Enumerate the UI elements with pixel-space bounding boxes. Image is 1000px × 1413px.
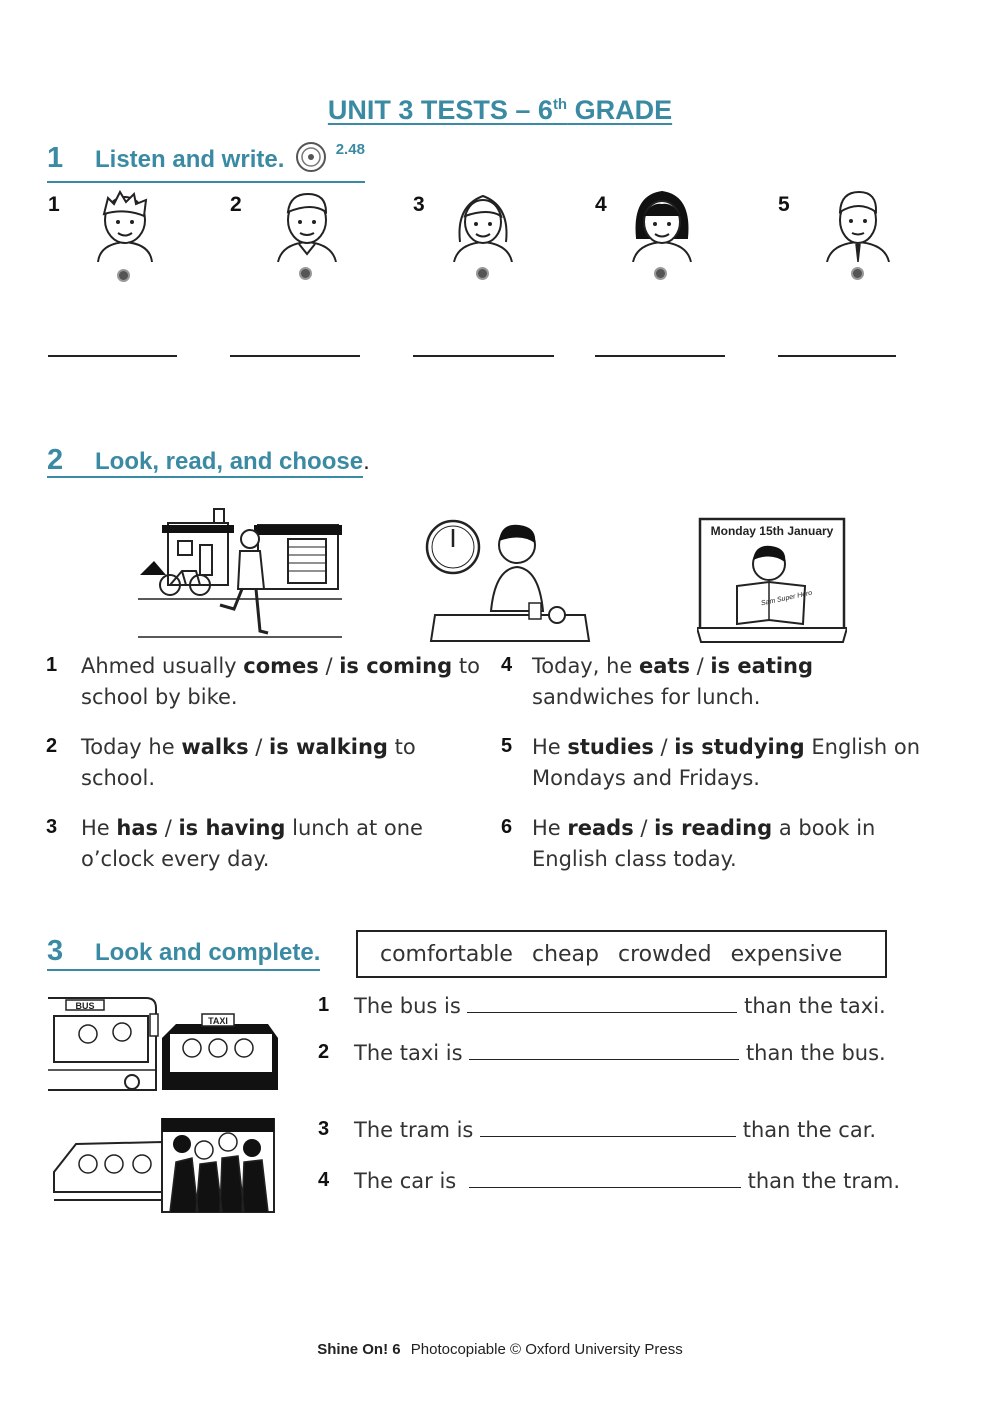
cd-icon <box>295 141 329 180</box>
footer-brand: Shine On! 6 <box>317 1341 401 1358</box>
item-number: 5 <box>501 735 513 757</box>
boy-eating-lunch-with-clock-illustration <box>425 517 593 643</box>
board-date-text: Monday 15th January <box>710 524 834 538</box>
page-title: UNIT 3 TESTS – 6th GRADE <box>327 95 673 125</box>
word-bank-item: expensive <box>730 941 843 967</box>
choice-option[interactable]: has <box>116 816 159 840</box>
book-cover-text: Sam Super Hero <box>760 589 813 608</box>
match-dot[interactable] <box>476 267 489 280</box>
section-3-heading: 3 Look and complete. <box>47 935 320 971</box>
choice-option[interactable]: is eating <box>710 654 814 678</box>
section-2-heading: 2 Look, read, and choose. <box>47 444 370 476</box>
item-number: 1 <box>318 994 330 1016</box>
fill-in-sentence: The tram is than the car. <box>354 1118 877 1142</box>
person-number: 4 <box>595 193 607 216</box>
boy-walking-to-school-illustration <box>138 505 342 641</box>
boy-reading-book-illustration <box>697 516 847 644</box>
person-number: 1 <box>48 193 60 216</box>
choice-option[interactable]: is reading <box>654 816 773 840</box>
choice-sentence: Today he walks / is walking to school. <box>81 735 416 790</box>
choice-option[interactable]: is coming <box>339 654 453 678</box>
choice-option[interactable]: studies <box>567 735 654 759</box>
item-number: 4 <box>318 1169 330 1191</box>
choice-option[interactable]: is having <box>178 816 286 840</box>
answer-blank[interactable] <box>469 1168 741 1188</box>
match-dot[interactable] <box>117 269 130 282</box>
answer-blank[interactable] <box>467 993 737 1013</box>
choice-option[interactable]: reads <box>567 816 634 840</box>
item-number: 2 <box>318 1041 330 1063</box>
track-number: 2.48 <box>335 141 365 158</box>
choice-option[interactable]: walks <box>181 735 249 759</box>
boy-face-illustration <box>90 186 160 262</box>
choice-option[interactable]: is studying <box>674 735 805 759</box>
bus-and-taxi-illustration <box>46 994 280 1094</box>
word-bank <box>356 930 887 978</box>
person-number: 3 <box>413 193 425 216</box>
answer-blank[interactable] <box>480 1117 736 1137</box>
item-number: 3 <box>46 816 58 838</box>
girl-face-illustration <box>627 186 697 262</box>
answer-line[interactable] <box>230 355 360 357</box>
footer-copyright: Photocopiable © Oxford University Press <box>410 1341 683 1358</box>
choice-sentence: Today, he eats / is eating sandwiches for lunch. <box>532 654 814 709</box>
item-number: 6 <box>501 816 513 838</box>
taxi-sign-text: TAXI <box>208 1016 228 1026</box>
girl-face-illustration <box>448 186 518 262</box>
man-face-illustration <box>823 186 893 262</box>
word-bank-item: crowded <box>618 941 712 967</box>
fill-in-sentence: The car is than the tram. <box>354 1169 901 1193</box>
choice-option[interactable]: eats <box>639 654 690 678</box>
choice-sentence: He studies / is studying English on Mondays and Fridays. <box>532 735 921 790</box>
footer <box>0 1341 1000 1358</box>
answer-blank[interactable] <box>469 1040 739 1060</box>
answer-line[interactable] <box>48 355 177 357</box>
item-number: 4 <box>501 654 513 676</box>
section-1-heading: 1 Listen and write. $^{2.48}$ <box>47 141 365 183</box>
item-number: 3 <box>318 1118 330 1140</box>
item-number: 1 <box>46 654 58 676</box>
bus-sign-text: BUS <box>75 1001 95 1011</box>
word-bank-item: comfortable <box>380 941 513 967</box>
fill-in-sentence: The bus is than the taxi. <box>354 994 886 1018</box>
item-number: 2 <box>46 735 58 757</box>
match-dot[interactable] <box>851 267 864 280</box>
match-dot[interactable] <box>299 267 312 280</box>
match-dot[interactable] <box>654 267 667 280</box>
boy-face-illustration <box>272 186 342 262</box>
choice-sentence: He reads / is reading a book in English class today. <box>532 816 876 871</box>
person-number: 5 <box>778 193 790 216</box>
person-number: 2 <box>230 193 242 216</box>
car-and-crowded-tram-illustration <box>52 1118 276 1214</box>
choice-sentence: He has / is having lunch at one o’clock every day. <box>81 816 423 871</box>
word-bank-item: cheap <box>531 941 599 967</box>
answer-line[interactable] <box>778 355 896 357</box>
choice-option[interactable]: is walking <box>269 735 388 759</box>
choice-option[interactable]: comes <box>243 654 319 678</box>
answer-line[interactable] <box>413 355 554 357</box>
answer-line[interactable] <box>595 355 725 357</box>
fill-in-sentence: The taxi is than the bus. <box>354 1041 886 1065</box>
choice-sentence: Ahmed usually comes / is coming to school by bike. <box>81 654 480 709</box>
